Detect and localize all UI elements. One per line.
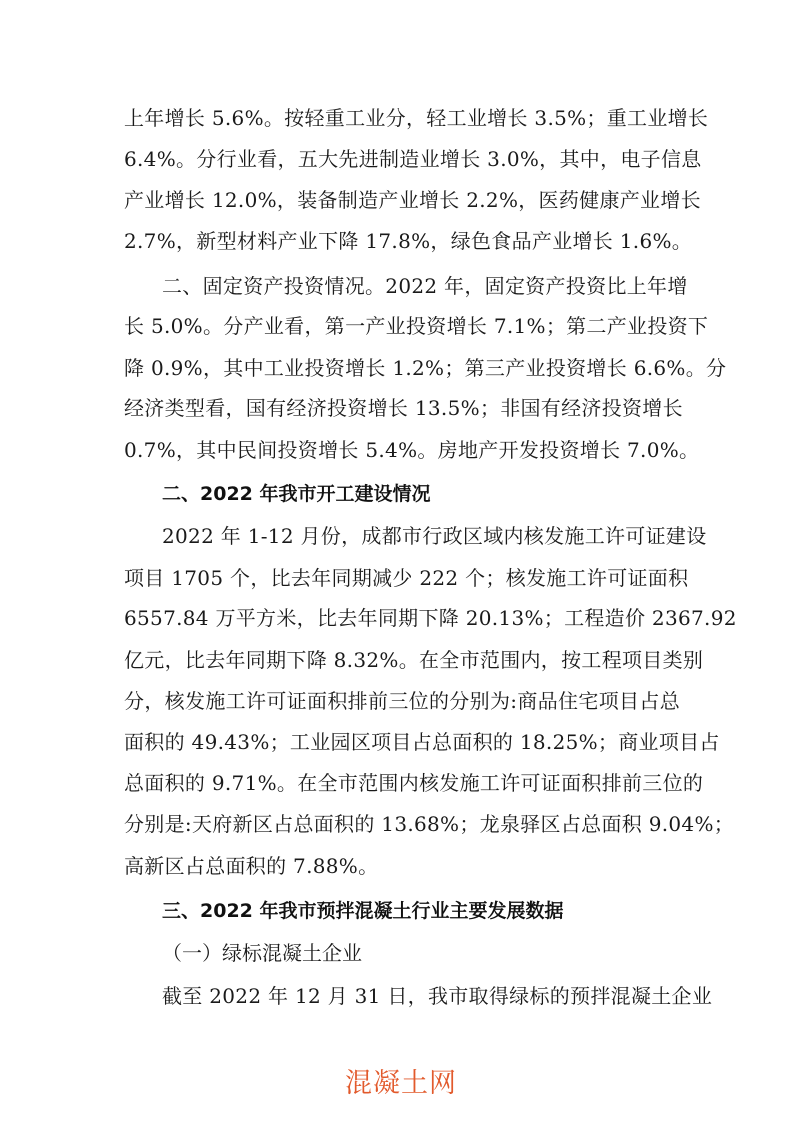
section-heading-concrete: 三、2022 年我市预拌混凝土行业主要发展数据 xyxy=(162,900,564,922)
paragraph3-line-8: 分别是:天府新区占总面积的 13.68%；龙泉驿区占总面积 9.04%； xyxy=(124,812,735,836)
paragraph2-line-5: 0.7%，其中民间投资增长 5.4%。房地产开发投资增长 7.0%。 xyxy=(124,438,700,462)
paragraph1-line-2: 6.4%。分行业看，五大先进制造业增长 3.0%，其中，电子信息 xyxy=(124,147,702,171)
watermark-logo: 混凝土网 xyxy=(345,1068,457,1099)
paragraph3-line-9: 高新区占总面积的 7.88%。 xyxy=(124,854,379,878)
paragraph2-line-4: 经济类型看，国有经济投资增长 13.5%；非国有经济投资增长 xyxy=(124,396,683,420)
paragraph1-line-4: 2.7%，新型材料产业下降 17.8%，绿色食品产业增长 1.6%。 xyxy=(124,229,693,253)
paragraph3-line-6: 面积的 49.43%；工业园区项目占总面积的 18.25%；商业项目占 xyxy=(124,730,720,754)
paragraph3-line-3: 6557.84 万平方米，比去年同期下降 20.13%；工程造价 2367.92 xyxy=(124,606,737,630)
paragraph4-line-1: 截至 2022 年 12 月 31 日，我市取得绿标的预拌混凝土企业 xyxy=(162,984,713,1008)
paragraph3-line-7: 总面积的 9.71%。在全市范围内核发施工许可证面积排前三位的 xyxy=(124,771,704,795)
paragraph2-line-3: 降 0.9%，其中工业投资增长 1.2%；第三产业投资增长 6.6%。分 xyxy=(124,356,727,380)
paragraph1-line-1: 上年增长 5.6%。按轻重工业分，轻工业增长 3.5%；重工业增长 xyxy=(124,106,709,130)
paragraph2-line-2: 长 5.0%。分产业看，第一产业投资增长 7.1%；第二产业投资下 xyxy=(124,314,709,338)
paragraph3-line-2: 项目 1705 个，比去年同期减少 222 个；核发施工许可证面积 xyxy=(124,566,689,590)
paragraph3-line-5: 分，核发施工许可证面积排前三位的分别为:商品住宅项目占总 xyxy=(124,689,680,713)
paragraph2-line-1: 二、固定资产投资情况。2022 年，固定资产投资比上年增 xyxy=(162,274,688,298)
paragraph3-line-1: 2022 年 1-12 月份，成都市行政区域内核发施工许可证建设 xyxy=(162,524,707,548)
paragraph1-line-3: 产业增长 12.0%，装备制造产业增长 2.2%，医药健康产业增长 xyxy=(124,188,701,212)
sub-heading-green-label: （一）绿标混凝土企业 xyxy=(162,941,362,965)
section-heading-construction: 二、2022 年我市开工建设情况 xyxy=(162,483,431,505)
paragraph3-line-4: 亿元，比去年同期下降 8.32%。在全市范围内，按工程项目类别 xyxy=(124,648,704,672)
